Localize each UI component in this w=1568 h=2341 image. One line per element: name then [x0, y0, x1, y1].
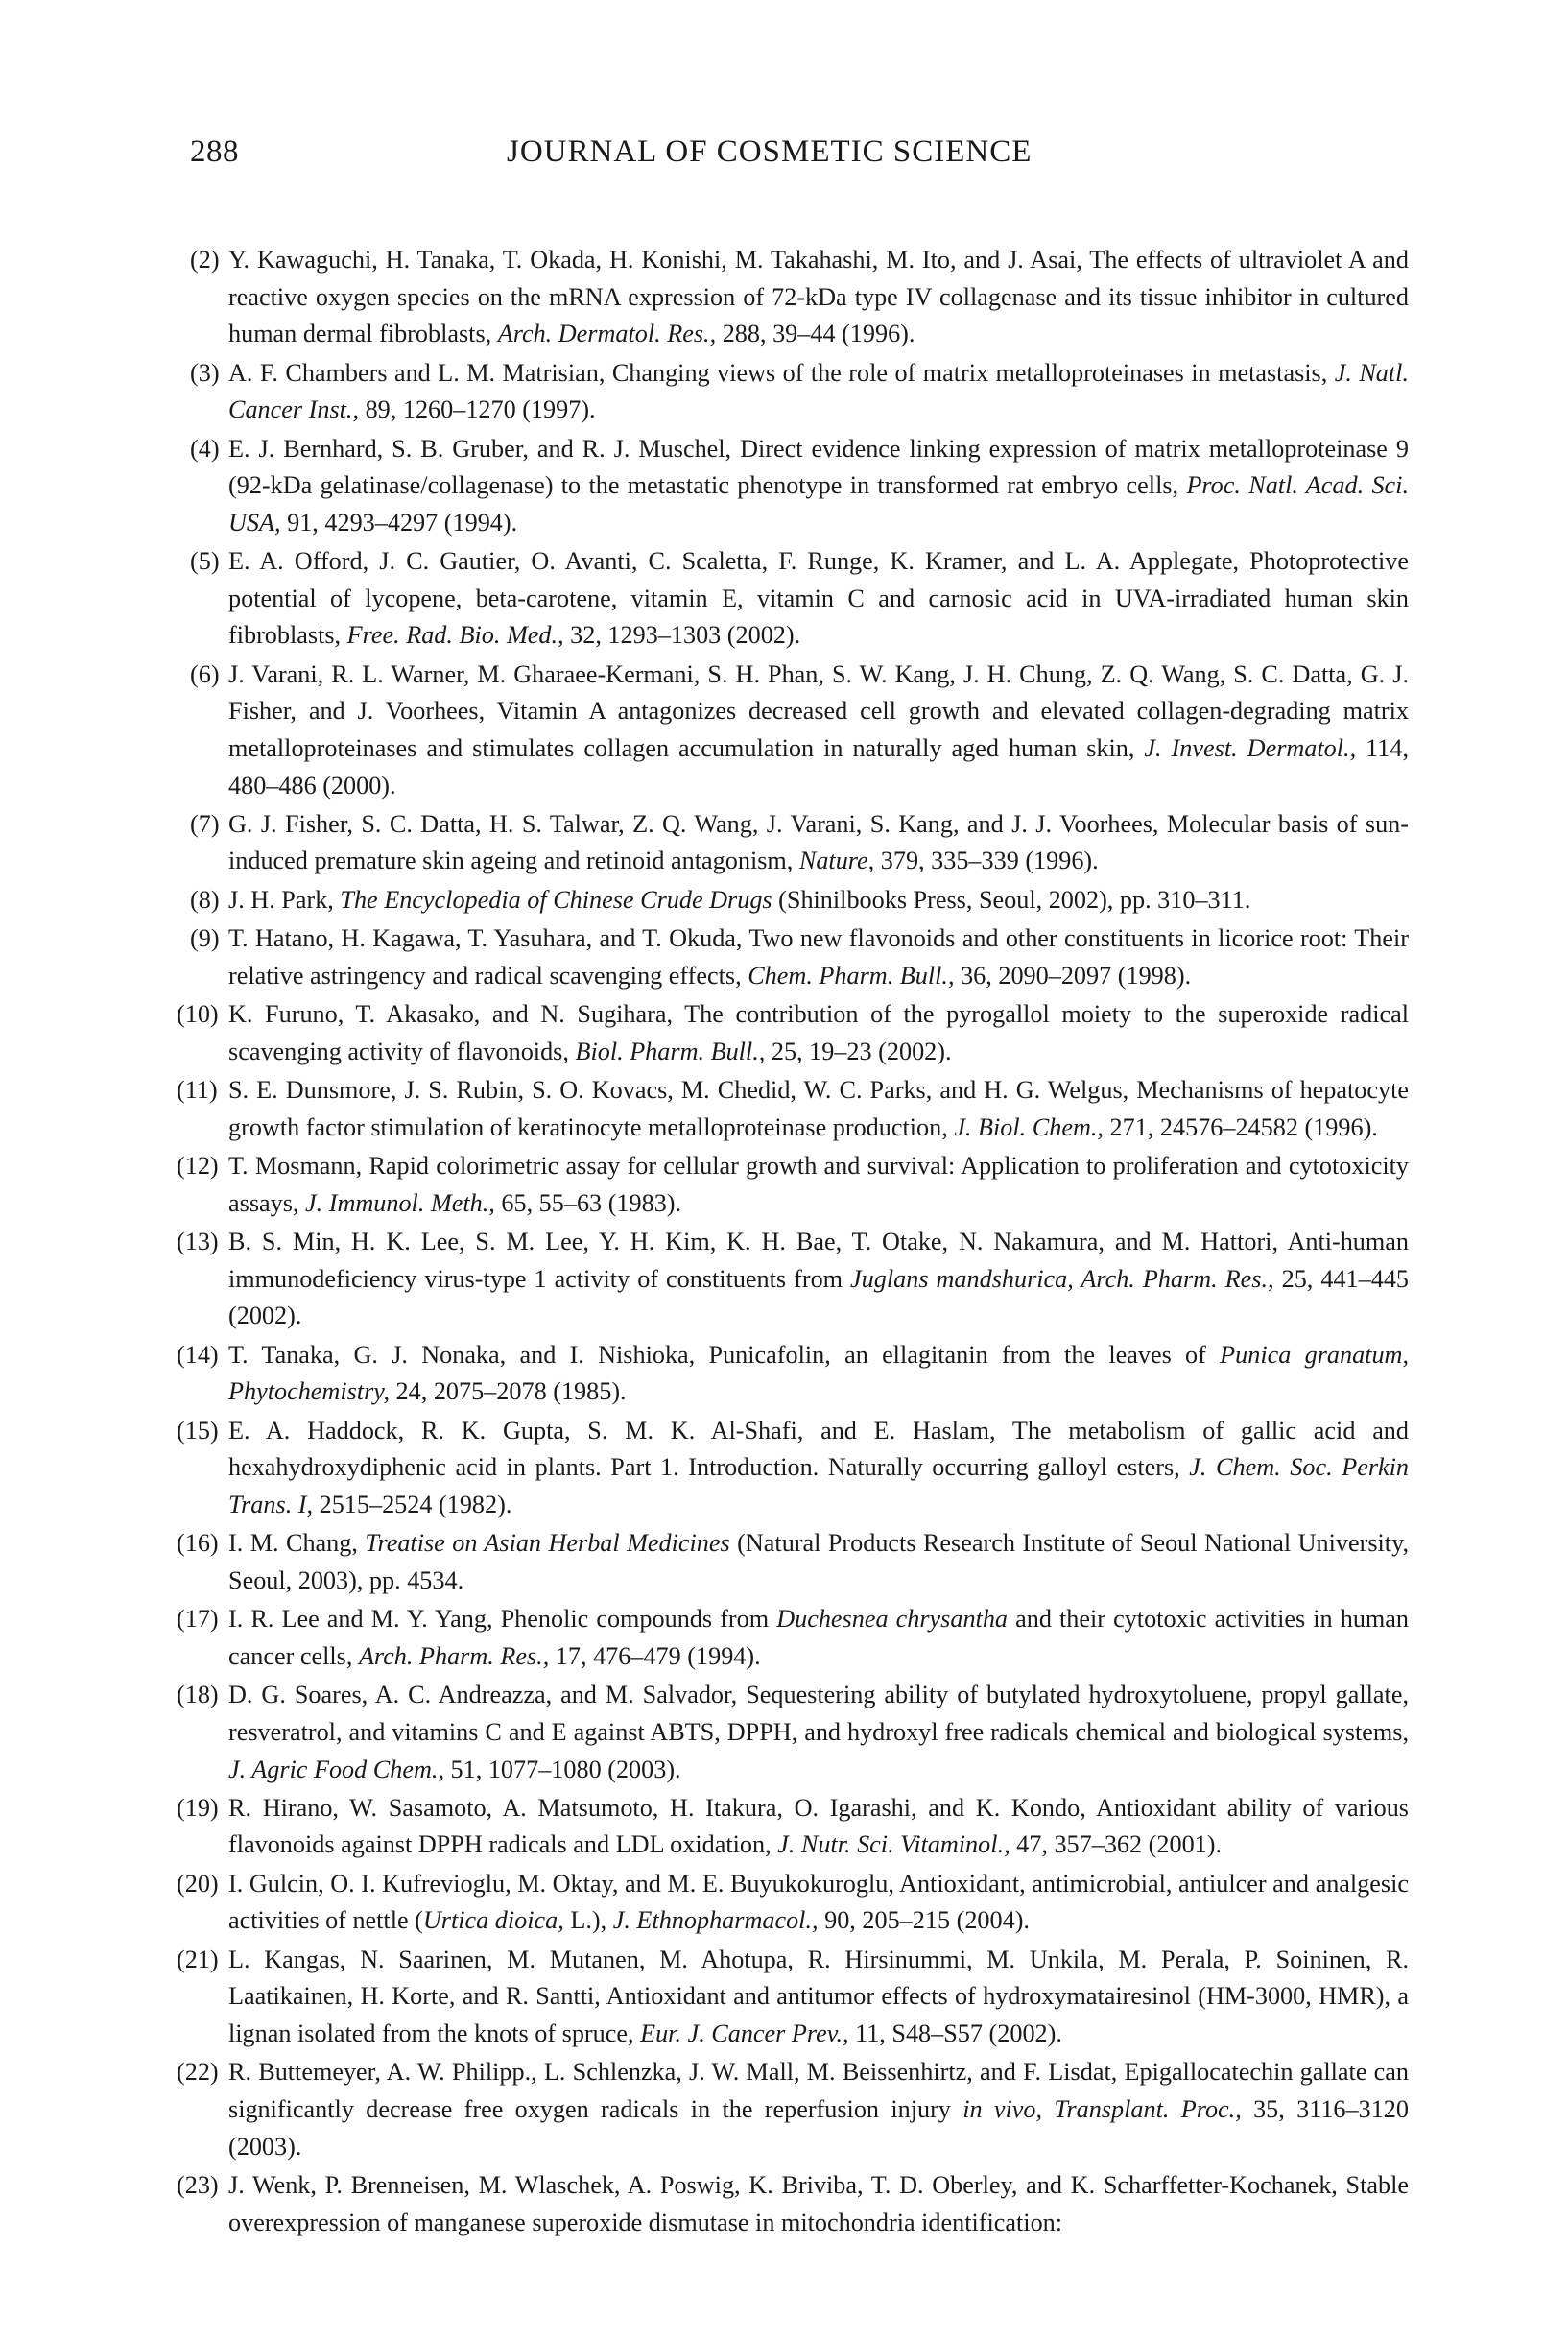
reference-text-segment: L. Kangas, N. Saarinen, M. Mutanen, M. Ahotupa, R. Hirsinummi, M. Unkila, M. Perala, P. Soininen, R. Laatikainen, H. Korte, and R. Santti, Antioxidant and antitumor effects of hydroxymatairesinol (HM-3000, HMR), a lignan isolated from the knots of spruce,	[228, 1945, 1409, 2048]
reference-source-italic: Arch. Dermatol. Res.,	[497, 320, 717, 348]
reference-number: (20)	[177, 1869, 219, 1898]
reference-source-italic: J. Natl. Cancer Inst.,	[228, 358, 1409, 424]
reference-source-italic: J. Nutr. Sci. Vitaminol.,	[777, 1830, 1010, 1859]
reference-text-segment: E. A. Offord, J. C. Gautier, O. Avanti, C. Scaletta, F. Runge, K. Kramer, and L. A. Applegate, Photoprotective potential of lycopene, beta-carotene, vitamin E, vitamin C and carnosic acid in UVA-irradiated human skin fibroblasts,	[228, 547, 1409, 650]
reference-text	[228, 431, 1409, 542]
reference-text-segment: 288, 39–44 (1996).	[716, 320, 915, 348]
reference-list	[177, 242, 1410, 2243]
reference-text-segment: 11, S48–S57 (2002).	[848, 2019, 1062, 2048]
reference-number: (5)	[190, 547, 220, 576]
reference-text-segment: J. Wenk, P. Brenneisen, M. Wlaschek, A. Poswig, K. Briviba, T. D. Oberley, and K. Scharffetter-Kochanek, Stable overexpression of manganese superoxide dismutase in mitochondria identification:	[228, 2171, 1409, 2236]
reference-number: (17)	[177, 1605, 219, 1634]
reference-item	[177, 1942, 1409, 2053]
reference-text	[228, 657, 1409, 804]
reference-source-italic: Urtica dioica,	[422, 1906, 564, 1935]
reference-text-segment: 90, 205–215 (2004).	[818, 1906, 1030, 1935]
reference-item	[177, 2054, 1409, 2165]
reference-text-segment: S. E. Dunsmore, J. S. Rubin, S. O. Kovacs, M. Chedid, W. C. Parks, and H. G. Welgus, Mechanisms of hepatocyte growth factor stimulation of keratinocyte metalloproteinase production,	[228, 1076, 1409, 1141]
reference-number: (15)	[177, 1416, 219, 1445]
reference-text	[228, 2054, 1409, 2165]
reference-number: (6)	[190, 659, 220, 688]
reference-text-segment: (Shinilbooks Press, Seoul, 2002), pp. 310–311.	[772, 885, 1251, 914]
reference-item	[177, 1790, 1409, 1864]
reference-item	[177, 1677, 1409, 1788]
reference-text-segment: (Natural Products Research Institute of Seoul National University, Seoul, 2003), pp. 4534.	[228, 1529, 1410, 1594]
reference-text-segment: R. Buttemeyer, A. W. Philipp., L. Schlenzka, J. W. Mall, M. Beissenhirtz, and F. Lisdat, Epigallocatechin gallate can significantly decrease free oxygen radicals in the reperfusion injury	[228, 2058, 1409, 2124]
reference-source-italic: Free. Rad. Bio. Med.,	[346, 621, 564, 650]
reference-text-segment: 35, 3116–3120 (2003).	[228, 2095, 1409, 2161]
reference-text-segment: R. Hirano, W. Sasamoto, A. Matsumoto, H. Itakura, O. Igarashi, and K. Kondo, Antioxidant ability of various flavonoids against DPPH radicals and LDL oxidation,	[228, 1793, 1409, 1859]
reference-text	[228, 882, 1409, 920]
reference-item	[190, 806, 1409, 880]
reference-text-segment: K. Furuno, T. Akasako, and N. Sugihara, The contribution of the pyrogallol moiety to the superoxide radical scavenging activity of flavonoids,	[228, 1000, 1409, 1065]
reference-text	[228, 1942, 1409, 2053]
reference-item	[190, 355, 1409, 429]
reference-source-italic: Punica granatum, Phytochemistry,	[228, 1340, 1409, 1406]
reference-source-italic: The Encyclopedia of Chinese Crude Drugs	[340, 885, 772, 914]
reference-text-segment: 24, 2075–2078 (1985).	[390, 1377, 627, 1406]
reference-number: (14)	[177, 1340, 219, 1369]
reference-source-italic: J. Chem. Soc. Perkin Trans. I,	[228, 1453, 1410, 1518]
reference-text-segment: A. F. Chambers and L. M. Matrisian, Changing views of the role of matrix metalloproteinases in metastasis,	[228, 358, 1335, 387]
reference-source-italic: Juglans mandshurica, Arch. Pharm. Res.,	[850, 1264, 1274, 1293]
reference-item	[177, 1224, 1410, 1335]
reference-text	[228, 996, 1409, 1070]
reference-number: (11)	[177, 1076, 218, 1105]
reference-text-segment: 51, 1077–1080 (2003).	[444, 1755, 681, 1783]
reference-text-segment: J. Varani, R. L. Warner, M. Gharaee-Kermani, S. H. Phan, S. W. Kang, J. H. Chung, Z. Q. Wang, S. C. Datta, G. J. Fisher, and J. Voorhees, Vitamin A antagonizes decreased cell growth and elevated collagen-degrading matrix metalloproteinases and stimulates collagen accumulation in naturally aged human skin,	[228, 659, 1409, 762]
reference-text-segment: 65, 55–63 (1983).	[494, 1188, 682, 1217]
reference-text	[228, 920, 1409, 994]
reference-source-italic: Chem. Pharm. Bull.,	[748, 961, 955, 990]
reference-text-segment: 25, 441–445 (2002).	[228, 1264, 1410, 1330]
reference-number: (8)	[190, 885, 220, 914]
reference-text-segment: 91, 4293–4297 (1994).	[280, 508, 518, 537]
reference-item	[190, 242, 1409, 353]
reference-item	[177, 1866, 1409, 1940]
reference-text	[228, 2167, 1409, 2241]
reference-number: (4)	[190, 434, 220, 463]
reference-source-italic: Biol. Pharm. Bull.,	[575, 1037, 766, 1065]
reference-text	[228, 242, 1409, 353]
reference-text-segment: 36, 2090–2097 (1998).	[954, 961, 1192, 990]
reference-source-italic: Treatise on Asian Herbal Medicines	[365, 1529, 730, 1558]
reference-item	[190, 882, 1409, 920]
reference-item	[190, 920, 1409, 994]
reference-text-segment: I. R. Lee and M. Y. Yang, Phenolic compounds from	[228, 1605, 777, 1634]
journal-title: JOURNAL OF COSMETIC SCIENCE	[507, 134, 1033, 169]
reference-item	[190, 431, 1409, 542]
reference-number: (22)	[177, 2058, 219, 2087]
reference-number: (7)	[190, 809, 220, 838]
reference-source-italic: Proc. Natl. Acad. Sci. USA,	[228, 471, 1410, 537]
reference-number: (19)	[177, 1793, 219, 1822]
reference-text-segment: 114, 480–486 (2000).	[228, 733, 1409, 800]
reference-text-segment: T. Tanaka, G. J. Nonaka, and I. Nishioka, Punicafolin, an ellagitanin from the leaves of	[228, 1340, 1221, 1369]
reference-number: (9)	[190, 924, 220, 953]
reference-text-segment: L.),	[563, 1906, 613, 1935]
reference-text-segment: 271, 24576–24582 (1996).	[1103, 1112, 1378, 1141]
reference-text	[228, 1148, 1409, 1222]
reference-text-segment: and their cytotoxic activities in human cancer cells,	[228, 1605, 1409, 1670]
reference-text	[228, 355, 1409, 429]
reference-text	[228, 1601, 1409, 1675]
reference-text-segment: D. G. Soares, A. C. Andreazza, and M. Salvador, Sequestering ability of butylated hydroxytoluene, propyl gallate, resveratrol, and vitamins C and E against ABTS, DPPH, and hydroxyl free radicals chemical and biological systems,	[228, 1681, 1409, 1746]
reference-text-segment: E. A. Haddock, R. K. Gupta, S. M. K. Al-Shafi, and E. Haslam, The metabolism of gallic acid and hexahydroxydiphenic acid in plants. Part 1. Introduction. Naturally occurring galloyl esters,	[228, 1416, 1409, 1482]
reference-text	[228, 1790, 1409, 1864]
reference-text	[228, 1866, 1409, 1940]
reference-number: (18)	[177, 1681, 219, 1709]
reference-source-italic: J. Agric Food Chem.,	[228, 1755, 444, 1783]
reference-text-segment: I. M. Chang,	[228, 1529, 366, 1558]
reference-source-italic: Nature,	[798, 847, 875, 875]
reference-text-segment: B. S. Min, H. K. Lee, S. M. Lee, Y. H. Kim, K. H. Bae, T. Otake, N. Nakamura, and M. Hattori, Anti-human immunodeficiency virus-type 1 activity of constituents from	[228, 1228, 1409, 1293]
reference-item	[190, 657, 1409, 804]
reference-text	[228, 1677, 1409, 1788]
reference-text-segment: I. Gulcin, O. I. Kufrevioglu, M. Oktay, and M. E. Buyukokuroglu, Antioxidant, antimicrobial, antiulcer and analgesic activities of nettle (	[228, 1869, 1409, 1935]
reference-number: (21)	[177, 1945, 219, 1973]
reference-text-segment: 17, 476–479 (1994).	[549, 1641, 761, 1670]
page-number: 288	[190, 134, 239, 169]
reference-text-segment: Y. Kawaguchi, H. Tanaka, T. Okada, H. Konishi, M. Takahashi, M. Ito, and J. Asai, The effects of ultraviolet A and reactive oxygen species on the mRNA expression of 72-kDa type IV collagenase and its tissue inhibitor in cultured human dermal fibroblasts,	[228, 246, 1409, 348]
reference-source-italic: J. Biol. Chem.,	[954, 1112, 1104, 1141]
reference-item	[190, 543, 1409, 655]
reference-item	[177, 2167, 1409, 2241]
reference-number: (3)	[190, 358, 220, 387]
reference-item	[177, 1413, 1410, 1524]
reference-text-segment: T. Hatano, H. Kagawa, T. Yasuhara, and T. Okuda, Two new flavonoids and other constituents in licorice root: Their relative astringency and radical scavenging effects,	[228, 924, 1409, 990]
reference-text-segment: E. J. Bernhard, S. B. Gruber, and R. J. Muschel, Direct evidence linking expression of matrix metalloproteinase 9 (92-kDa gelatinase/collagenase) to the metastatic phenotype in transformed rat embryo cells,	[228, 434, 1409, 500]
reference-item	[177, 1525, 1410, 1599]
reference-text	[228, 1337, 1409, 1411]
reference-source-italic: in vivo, Transplant. Proc.,	[962, 2095, 1242, 2124]
reference-text-segment: 89, 1260–1270 (1997).	[359, 395, 596, 424]
page-header	[190, 134, 1409, 182]
reference-text	[228, 806, 1409, 880]
reference-text	[228, 543, 1409, 655]
reference-text-segment: 379, 335–339 (1996).	[874, 847, 1099, 875]
reference-number: (2)	[190, 246, 220, 274]
reference-item	[177, 1148, 1409, 1222]
reference-source-italic: Arch. Pharm. Res.,	[358, 1641, 550, 1670]
reference-text-segment: 47, 357–362 (2001).	[1010, 1830, 1223, 1859]
reference-source-italic: J. Invest. Dermatol.,	[1144, 733, 1357, 762]
reference-text	[228, 1525, 1409, 1599]
reference-number: (10)	[177, 1000, 219, 1029]
reference-source-italic: Eur. J. Cancer Prev.,	[640, 2019, 849, 2048]
reference-text-segment: T. Mosmann, Rapid colorimetric assay for cellular growth and survival: Application to proliferation and cytotoxicity assays,	[228, 1152, 1409, 1217]
reference-number: (16)	[177, 1529, 219, 1558]
reference-item	[177, 996, 1409, 1070]
reference-text	[228, 1224, 1409, 1335]
reference-text	[228, 1072, 1409, 1146]
reference-text-segment: G. J. Fisher, S. C. Datta, H. S. Talwar, Z. Q. Wang, J. Varani, S. Kang, and J. J. Voorhees, Molecular basis of sun-induced premature skin ageing and retinoid antagonism,	[228, 809, 1409, 875]
reference-item	[177, 1601, 1409, 1675]
reference-text-segment: 2515–2524 (1982).	[313, 1490, 512, 1518]
reference-number: (13)	[177, 1228, 219, 1256]
reference-source-italic: J. Immunol. Meth.,	[305, 1188, 495, 1217]
reference-text	[228, 1413, 1409, 1524]
reference-source-italic: Duchesnea chrysantha	[776, 1605, 1009, 1634]
reference-number: (23)	[177, 2171, 219, 2200]
reference-text-segment: 32, 1293–1303 (2002).	[563, 621, 801, 650]
reference-source-italic: J. Ethnopharmacol.,	[612, 1906, 819, 1935]
reference-item	[177, 1072, 1409, 1146]
reference-text-segment: 25, 19–23 (2002).	[765, 1037, 952, 1065]
reference-item	[177, 1337, 1409, 1411]
reference-number: (12)	[177, 1152, 219, 1181]
reference-text-segment: J. H. Park,	[228, 885, 341, 914]
